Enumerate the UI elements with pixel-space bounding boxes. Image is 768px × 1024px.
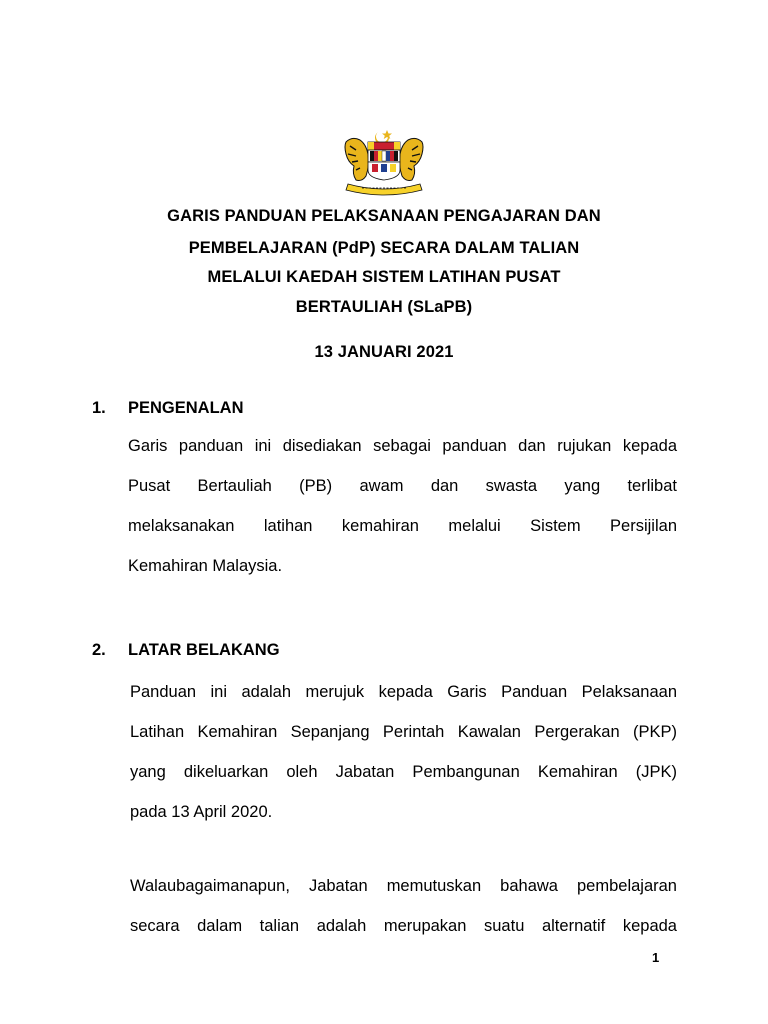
document-title-line-1: GARIS PANDUAN PELAKSANAAN PENGAJARAN DAN (167, 207, 601, 225)
document-date: 13 JANUARI 2021 (314, 343, 454, 361)
section-1-number: 1. (92, 399, 106, 417)
section-2-heading: LATAR BELAKANG (128, 641, 280, 659)
paragraph-line: secara dalam talian adalah merupakan suatu alternatif kepada (130, 917, 677, 935)
section-2-paragraph-1 (130, 672, 677, 832)
document-title-line-4: BERTAULIAH (SLaPB) (295, 298, 473, 316)
paragraph-line: Latihan Kemahiran Sepanjang Perintah Kawalan Pergerakan (PKP) (130, 723, 677, 741)
paragraph-line: Garis panduan ini disediakan sebagai panduan dan rujukan kepada (128, 437, 677, 455)
paragraph-line: melaksanakan latihan kemahiran melalui Sistem Persijilan (128, 517, 677, 535)
document-title-line-3: MELALUI KAEDAH SISTEM LATIHAN PUSAT (207, 268, 561, 286)
paragraph-line: Panduan ini adalah merujuk kepada Garis Panduan Pelaksanaan (130, 683, 677, 701)
paragraph-line: pada 13 April 2020. (130, 803, 273, 821)
paragraph-line: yang dikeluarkan oleh Jabatan Pembangunan Kemahiran (JPK) (130, 763, 677, 781)
paragraph-line: Kemahiran Malaysia. (128, 557, 283, 575)
paragraph-line: Walaubagaimanapun, Jabatan memutuskan bahawa pembelajaran (130, 877, 677, 895)
paragraph-line: Pusat Bertauliah (PB) awam dan swasta yang terlibat (128, 477, 677, 495)
section-2-paragraph-2 (130, 866, 677, 946)
page-number: 1 (652, 950, 660, 965)
section-1-paragraph-1 (128, 426, 677, 586)
document-title-line-2: PEMBELAJARAN (PdP) SECARA DALAM TALIAN (188, 239, 580, 257)
section-1-heading: PENGENALAN (128, 399, 244, 417)
section-2-number: 2. (92, 641, 106, 659)
malaysia-coat-of-arms-icon (336, 128, 432, 196)
